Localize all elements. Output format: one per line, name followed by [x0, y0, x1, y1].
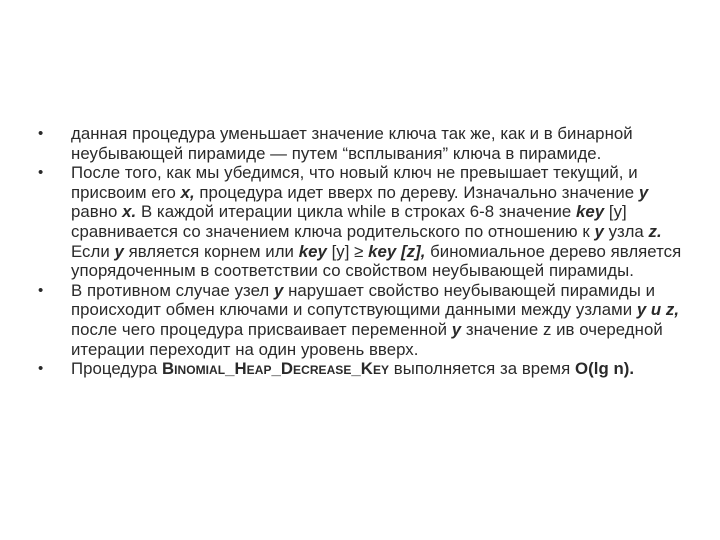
bullet-marker: •	[38, 125, 44, 142]
text-segment: выполняется за время	[389, 359, 575, 379]
text-segment: key [z],	[368, 241, 426, 261]
text-segment: x,	[180, 182, 195, 202]
bullet-item	[38, 281, 698, 359]
text-segment: key	[575, 202, 605, 222]
text-segment: узла	[603, 221, 649, 241]
text-segment: O(lg n).	[574, 359, 635, 379]
bullet-marker: •	[38, 360, 44, 378]
text-segment: процедура идет вверх по дереву. Изначально значение	[194, 182, 639, 202]
bullet-item	[38, 124, 698, 163]
text-segment: значение z ив очередной итерации переходит на один уровень вверх.	[71, 319, 663, 359]
text-segment: Если	[71, 241, 115, 261]
text-segment: key	[298, 241, 327, 261]
bullet-marker: •	[38, 164, 44, 182]
text-segment: y	[114, 241, 124, 261]
text-segment: [y] ≥	[326, 241, 369, 261]
text-segment: y	[594, 221, 604, 241]
text-segment: Binomial_Heap_Decrease_Key	[161, 359, 390, 379]
text-segment: y	[638, 182, 649, 202]
text-segment: z.	[648, 221, 662, 241]
bullet-item	[38, 359, 698, 379]
text-segment: данная процедура уменьшает значение ключа так же, как и в бинарной неубывающей пирамиде — путем “всплывания” ключа в пирамиде.	[71, 124, 633, 163]
text-segment: является корнем или	[123, 241, 299, 261]
bullet-item	[38, 163, 698, 281]
bullet-list	[38, 124, 698, 379]
text-segment: y	[273, 280, 284, 300]
text-segment: биномиальное дерево является упорядоченным в соответствии со свойством неубывающей пирамиды.	[71, 241, 682, 281]
bullet-marker: •	[38, 281, 44, 299]
text-segment: [у] сравнивается со значением ключа родительского по отношению к	[71, 202, 627, 241]
text-segment: В противном случае узел	[71, 280, 274, 300]
text-segment: нарушает свойство неубывающей пирамиды и происходит обмен ключами и сопутствующими данными между узлами	[71, 280, 655, 320]
bullet-text	[71, 359, 634, 378]
text-segment: После того, как мы убедимся, что новый ключ не превышает текущий, и присвоим его	[71, 163, 638, 202]
bullet-text	[71, 281, 679, 359]
text-segment: y	[451, 319, 462, 339]
text-segment: y и z,	[636, 300, 680, 320]
text-segment: равно	[71, 202, 123, 222]
text-segment: В каждой итерации цикла while в строках 6-8 значение	[136, 202, 576, 222]
bullet-text	[71, 124, 633, 163]
text-segment: после чего процедура присваивает переменной	[71, 319, 452, 339]
bullet-text	[71, 163, 681, 280]
text-segment: Процедура	[71, 359, 162, 379]
text-segment: x.	[122, 202, 137, 222]
